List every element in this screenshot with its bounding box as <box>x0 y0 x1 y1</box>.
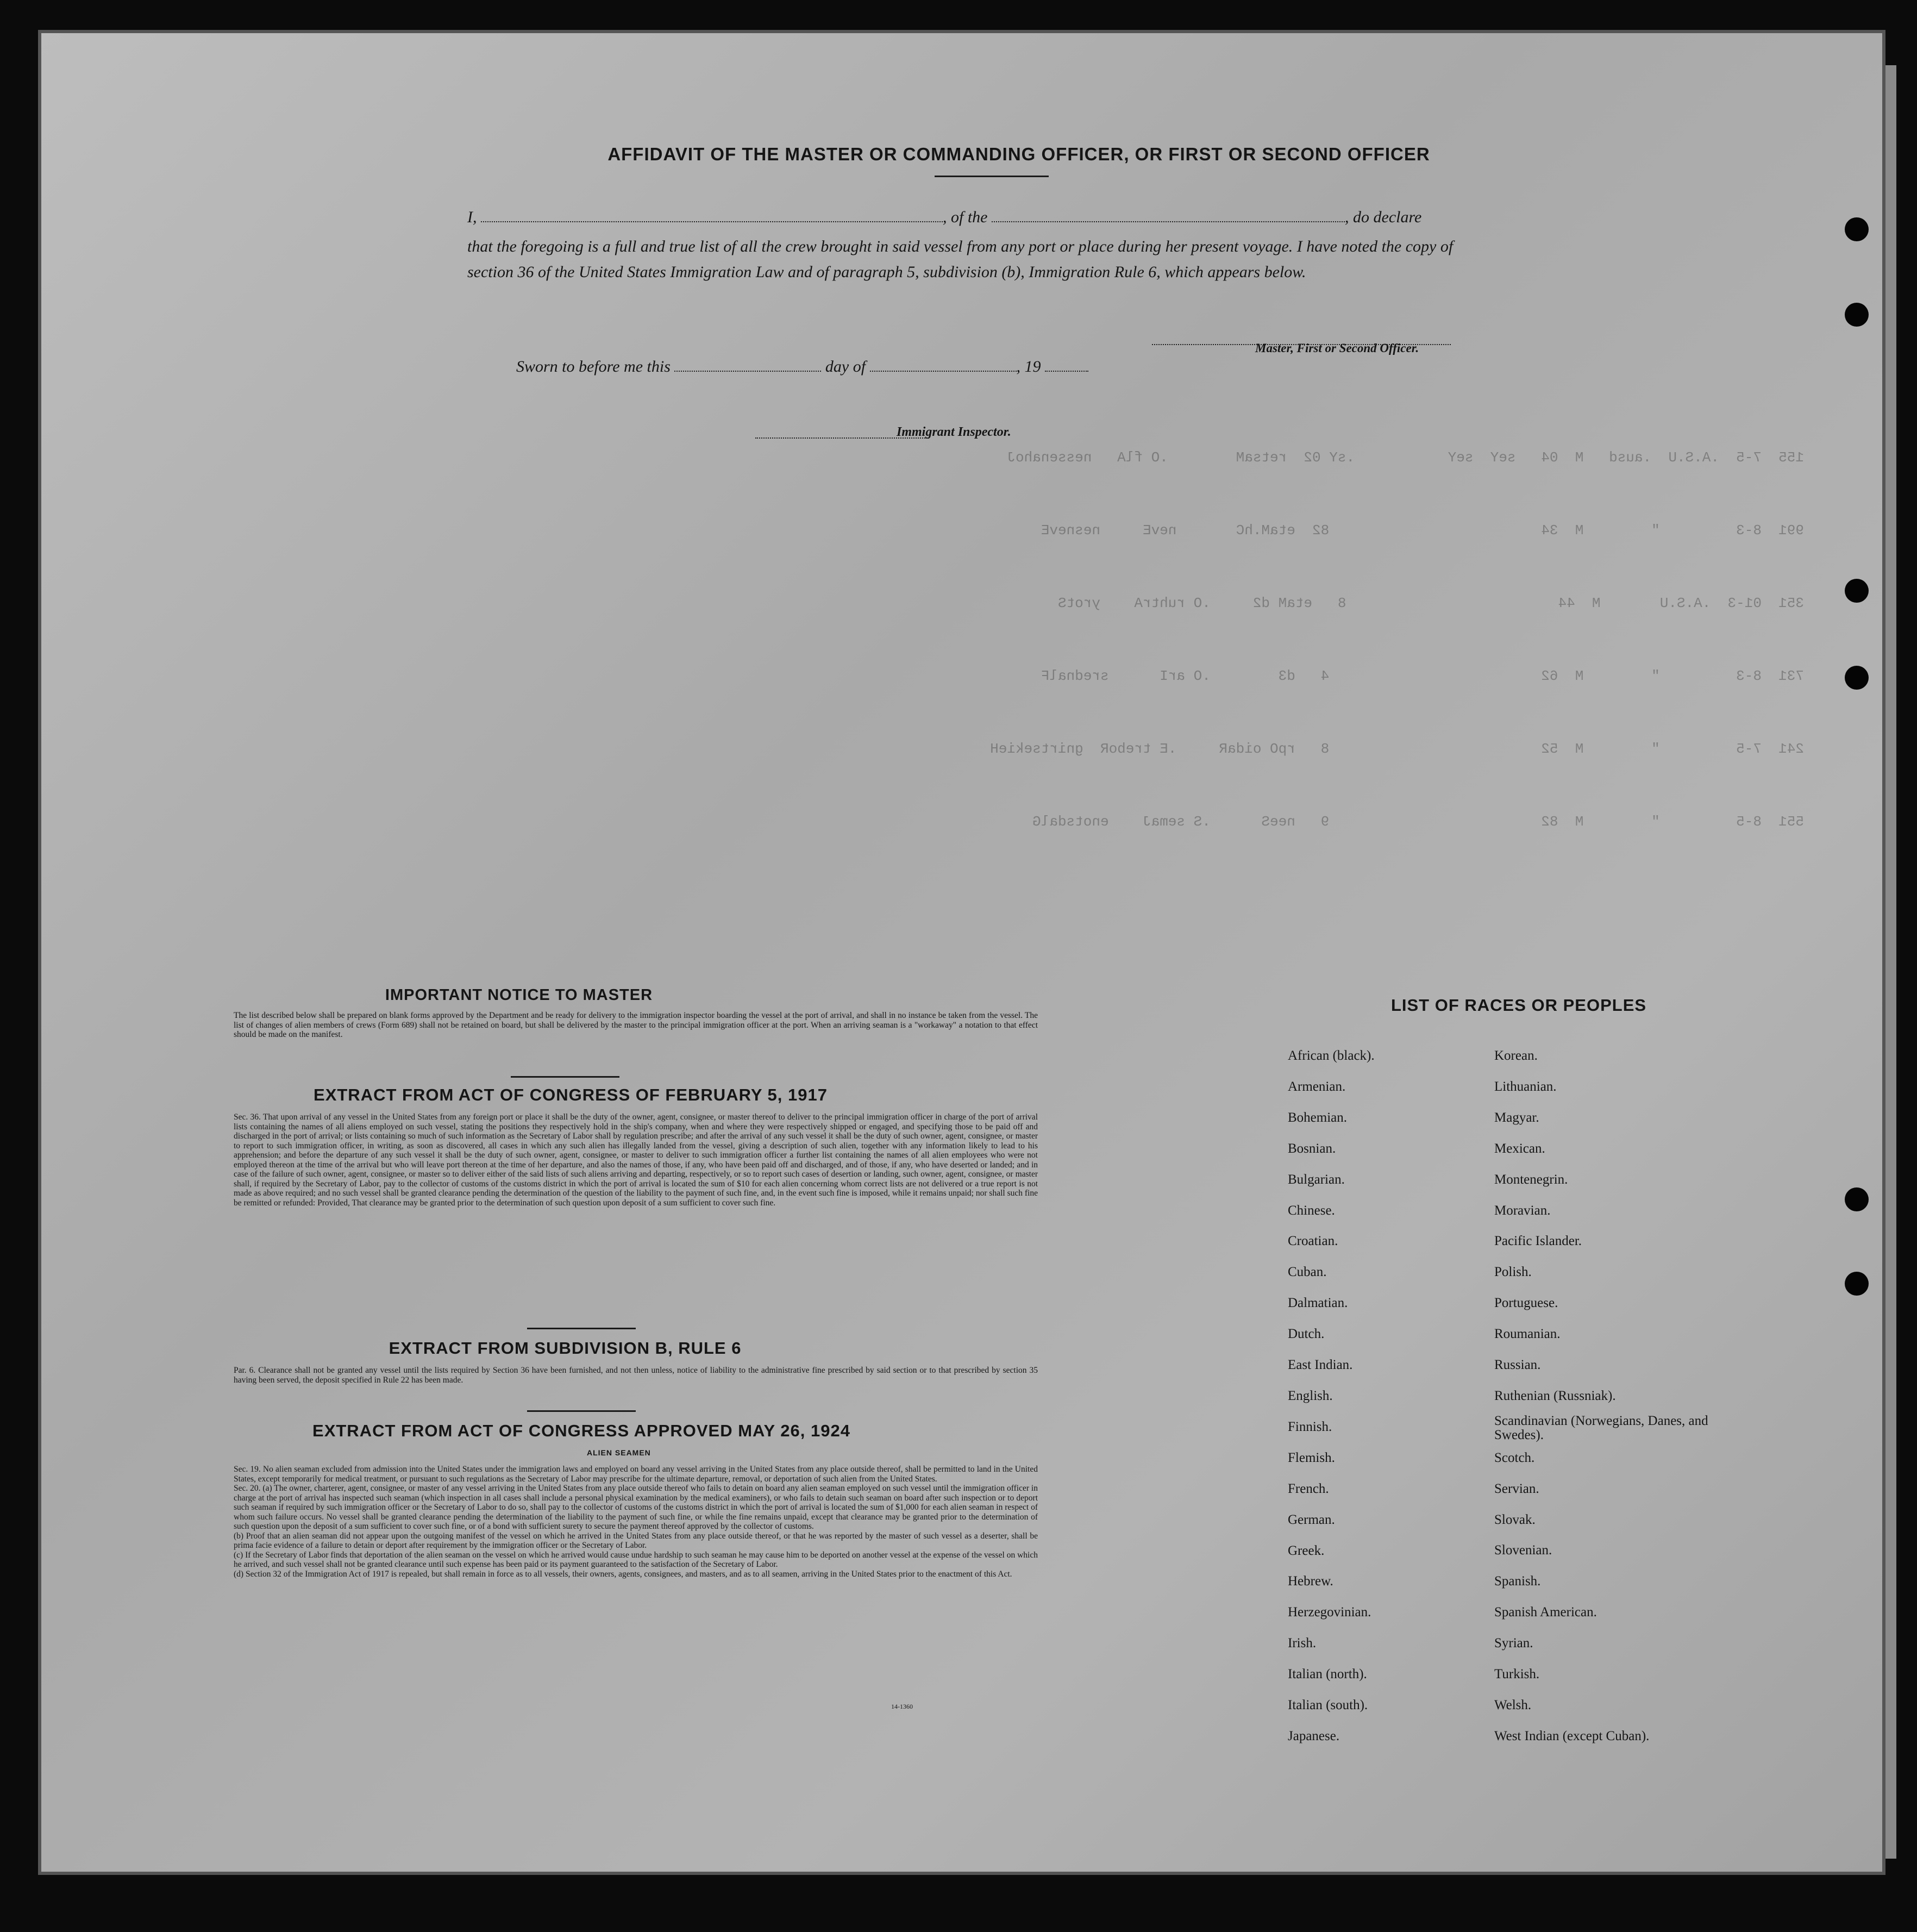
race-item: Polish. <box>1494 1265 1532 1280</box>
race-item: West Indian (except Cuban). <box>1494 1728 1650 1743</box>
races-left-column <box>1288 1041 1467 1752</box>
race-item: Welsh. <box>1494 1698 1532 1713</box>
alien-seamen-subtitle: ALIEN SEAMEN <box>587 1448 651 1457</box>
punch-hole-icon <box>1845 666 1869 690</box>
affidavit-title-rule <box>935 176 1049 177</box>
bleed-through-crew-list: 155 7-5 .A.S.U .ausd M 04 seY seY .sY 02 retsaM .O flA nessenahoJ 991 8-3 " M 34 82 etaM.hC nevE nesnevE 351 01-3 .A.S.U M 44 8 etaM d2 .O ruhtrA yrotS 731 8-3 " M 62 4 d3 .O arI srednalF 241 7-5 " M 52 8 rpO oidaR .E treboR gnirtsekieH 551 8-5 " M 82 9 neeS .S semaJ enotsdalG <box>990 449 1804 830</box>
race-item: Servian. <box>1494 1481 1539 1496</box>
race-item: Ruthenian (Russniak). <box>1494 1388 1616 1403</box>
rule6-rule <box>527 1410 636 1412</box>
race-item: Turkish. <box>1494 1667 1540 1682</box>
race-item: Bosnian. <box>1288 1141 1336 1156</box>
race-item: Japanese. <box>1288 1728 1340 1743</box>
inspector-label: Immigrant Inspector. <box>897 425 1011 439</box>
punch-hole-icon <box>1845 1272 1869 1296</box>
notice-rule <box>511 1076 619 1078</box>
race-item: Mexican. <box>1494 1141 1545 1156</box>
race-item: German. <box>1288 1512 1335 1527</box>
rule6-title: EXTRACT FROM SUBDIVISION B, RULE 6 <box>389 1339 742 1358</box>
race-item: Italian (south). <box>1288 1698 1368 1713</box>
race-item: Spanish American. <box>1494 1605 1597 1620</box>
race-item: Montenegrin. <box>1494 1172 1568 1187</box>
extract-1924-title: EXTRACT FROM ACT OF CONGRESS APPROVED MAY 26, 1924 <box>312 1421 850 1440</box>
race-item: East Indian. <box>1288 1358 1353 1373</box>
affidavit-i-label: I, <box>467 208 477 226</box>
race-item: Hebrew. <box>1288 1574 1333 1589</box>
sec-20d-paragraph: (d) Section 32 of the Immigration Act of 1917 is repealed, but shall remain in force as to all vessels, their owners, agents, consignees, and masters, and as to all seamen, arriving in the United States prior to the enactment of this Act. <box>234 1569 1012 1579</box>
year-prefix-label: , 19 <box>1016 358 1041 376</box>
race-item: Chinese. <box>1288 1203 1335 1218</box>
notice-title: IMPORTANT NOTICE TO MASTER <box>385 986 653 1004</box>
document-sheet <box>38 30 1885 1875</box>
signature-label: Master, First or Second Officer. <box>1255 341 1419 355</box>
notice-text: The list described below shall be prepared on blank forms approved by the Department and be ready for delivery to the immigration inspector boarding the vessel at the port of arrival, and shall in no instance be taken from the vessel. The list of changes of alien members of crews (Form 689) shall not be retained on board, but shall be delivered by the master to the principal immigration officer at the port. When an arriving seaman is a "workaway" a notation to that effect should be made on the manifest. <box>234 1011 1038 1039</box>
sec-19-paragraph: Sec. 19. No alien seaman excluded from admission into the United States under the immigration laws and employed on board any vessel arriving in the United States from any place outside thereof, shall be permitted to land in the United States, except temporarily for medical treatment, or pursuant to such regulations as the Secretary of Labor may prescribe for the ultimate departure, removal, or deportation of such alien from the United States. <box>234 1465 1038 1484</box>
race-item: Irish. <box>1288 1636 1317 1651</box>
race-item: Russian. <box>1494 1358 1541 1373</box>
punch-hole-icon <box>1845 303 1869 327</box>
form-number: 14-1360 <box>891 1703 913 1710</box>
affidavit-body: that the foregoing is a full and true list of all the crew brought in said vessel from any port or place during her present voyage. I have noted the copy of section 36 of the United States Immigration Law and of paragraph 5, subdivision (b), Immigration Rule 6, which appears below. <box>467 237 1454 281</box>
races-title: LIST OF RACES OR PEOPLES <box>1390 996 1647 1015</box>
race-item: Korean. <box>1494 1048 1538 1063</box>
sec-20a-paragraph: Sec. 20. (a) The owner, charterer, agent, consignee, or master of any vessel arriving in the United States from any place outside thereof who fails to detain on board any alien seaman employed on such vessel until the immigration officer in charge at the port of arrival has inspected such seaman (which inspection in all cases shall include a personal physical examination by the medical examiners), or who fails to detain such seaman on board after such inspection or to deport such seaman if required by such immigration officer or the Secretary of Labor to do so, shall pay to the collector of customs of the customs district in which the port of arrival is located the sum of $1,000 for each alien seaman in respect of whom such failure occurs. No vessel shall be granted clearance pending the determination of the liability to the payment of such fine, or while the fine remains unpaid, except that clearance may be granted prior to the determination of such question upon the deposit of a sum sufficient to cover such fine, or of a bond with sufficient surety to secure the payment thereof approved by the collector of customs. <box>234 1484 1038 1531</box>
race-item: Roumanian. <box>1494 1327 1561 1342</box>
punch-hole-icon <box>1845 579 1869 603</box>
race-item: Greek. <box>1288 1543 1325 1558</box>
race-item: Scandinavian (Norwegians, Danes, and Swedes). <box>1494 1413 1708 1442</box>
race-item: Pacific Islander. <box>1494 1234 1582 1249</box>
race-item: English. <box>1288 1388 1333 1403</box>
sec-20c-paragraph: (c) If the Secretary of Labor finds that deportation of the alien seaman on the vessel on which he arrived would cause undue hardship to such seaman he may cause him to be deported on another vessel at the expense of the vessel on which he arrived, and such vessel shall not be granted clearance until such expense has been paid or its payment guaranteed to the satisfaction of the Secretary of Labor. <box>234 1550 1038 1569</box>
affidavit-declaration-line <box>467 207 1462 227</box>
races-right-column <box>1494 1041 1722 1752</box>
race-item: Flemish. <box>1288 1450 1335 1465</box>
race-item: Syrian. <box>1494 1636 1533 1651</box>
race-item: Portuguese. <box>1494 1296 1558 1311</box>
race-item: Italian (north). <box>1288 1667 1367 1682</box>
punch-hole-icon <box>1845 1187 1869 1211</box>
sworn-month-field[interactable] <box>870 356 1017 372</box>
extract-1917-text: Sec. 36. That upon arrival of any vessel in the United States from any foreign port or place it shall be the duty of the owner, agent, consignee, or master thereof to deliver to the principal immigration officer in charge of the port of arrival lists containing the names of all aliens employed on such vessel, stating the positions they respectively hold in the ship's company, when and where they were respectively shipped or engaged, and specifying those to be paid off and discharged in the port of arrival; or lists containing so much of such information as the Secretary of Labor shall by regulation prescribe; and after the arrival of any such vessel it shall be the duty of such owner, agent, consignee, or master to report to such immigration officer, in writing, as soon as discovered, all cases in which any such alien has illegally landed from the vessel, giving a description of such alien, together with any information likely to lead to his apprehension; and before the departure of any such vessel it shall be the duty of such owner, agent, consignee, or master to deliver to such immigration officer a further list containing the names of all alien employees who were not employed thereon at the time of the arrival but who will leave port thereon at the time of her departure, and also the names of those, if any, who have been paid off and discharged, and of those, if any, who have deserted or landed; and in case of the failure of such owner, agent, consignee, or master so to deliver either of the said lists of such aliens arriving and departing, respectively, or so to report such cases of desertion or landing, such owner, agent, consignee, or master shall, if required by the Secretary of Labor, pay to the collector of customs of the customs district in which the port of arrival is located the sum of $10 for each alien concerning whom correct lists are not delivered or a true report is not made as above required; and no such vessel shall be granted clearance pending the determination of the question of the liability to the payment of such fine, and, in the event such fine is imposed, while it remains unpaid; nor shall such fine be remitted or refunded: Provided, That clearance may be granted prior to the determination of such question upon deposit of a sum sufficient to cover such fine. <box>234 1112 1038 1208</box>
race-item: Slovenian. <box>1494 1543 1552 1558</box>
sworn-day-field[interactable] <box>674 356 821 372</box>
extract-1917-rule <box>527 1328 636 1329</box>
sworn-label: Sworn to before me this <box>516 358 671 376</box>
race-item: Magyar. <box>1494 1110 1539 1125</box>
extract-1924-text <box>234 1465 1038 1579</box>
race-item: Scotch. <box>1494 1450 1535 1465</box>
affidavit-of-the-label: , of the <box>943 208 988 226</box>
officer-name-field[interactable] <box>481 207 943 222</box>
sec-20b-paragraph: (b) Proof that an alien seaman did not appear upon the outgoing manifest of the vessel on which he arrived in the United States from any place outside thereof, or that he was reported by the master of such vessel as a deserter, shall be prima facie evidence of a failure to detain or deport after requirement by the immigration officer or the Secretary of Labor. <box>234 1531 1038 1550</box>
sworn-line <box>516 356 1088 376</box>
race-item: Armenian. <box>1288 1079 1346 1094</box>
race-item: Herzegovinian. <box>1288 1605 1371 1620</box>
race-item: Bulgarian. <box>1288 1172 1345 1187</box>
extract-1917-title: EXTRACT FROM ACT OF CONGRESS OF FEBRUARY 5, 1917 <box>314 1085 828 1104</box>
race-item: African (black). <box>1288 1048 1375 1063</box>
affidavit-title: AFFIDAVIT OF THE MASTER OR COMMANDING OFFICER, OR FIRST OR SECOND OFFICER <box>607 144 1430 164</box>
affidavit-declare-label: , do declare <box>1345 208 1422 226</box>
race-item: Spanish. <box>1494 1574 1541 1589</box>
race-item: Bohemian. <box>1288 1110 1348 1125</box>
race-item: Croatian. <box>1288 1234 1338 1249</box>
race-item: Moravian. <box>1494 1203 1551 1218</box>
vessel-name-field[interactable] <box>992 207 1345 222</box>
race-item: Slovak. <box>1494 1512 1536 1527</box>
race-item: French. <box>1288 1481 1329 1496</box>
race-item: Dalmatian. <box>1288 1296 1348 1311</box>
race-item: Lithuanian. <box>1494 1079 1557 1094</box>
race-item: Dutch. <box>1288 1327 1325 1342</box>
day-of-label: day of <box>825 358 866 376</box>
race-item: Finnish. <box>1288 1419 1332 1434</box>
race-item: Cuban. <box>1288 1265 1327 1280</box>
underlying-page-edge <box>1885 65 1896 1859</box>
rule6-text: Par. 6. Clearance shall not be granted any vessel until the lists required by Section 36 have been furnished, and not then unless, notice of liability to the administrative fine prescribed by said section or to that prescribed by section 35 having been served, the deposit specified in Rule 22 has been made. <box>234 1366 1038 1385</box>
sworn-year-field[interactable] <box>1045 356 1088 372</box>
punch-hole-icon <box>1845 217 1869 241</box>
